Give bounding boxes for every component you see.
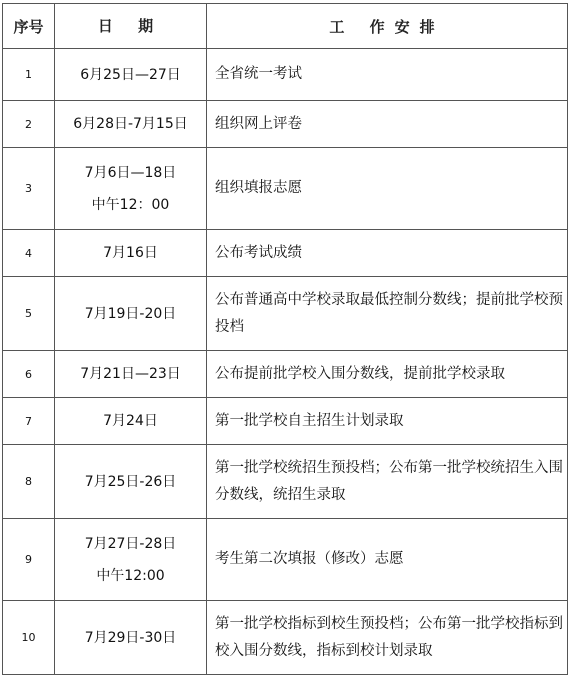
row-work: 第一批学校指标到校生预投档；公布第一批学校指标到校入围分数线，指标到校计划录取 — [207, 601, 568, 675]
row-no: 2 — [3, 101, 55, 148]
schedule-table — [2, 3, 568, 675]
row-work: 组织网上评卷 — [207, 101, 568, 148]
row-work: 公布提前批学校入围分数线，提前批学校录取 — [207, 351, 568, 398]
row-no: 7 — [3, 398, 55, 445]
date-line: 7月6日—18日 — [84, 164, 177, 181]
header-date-text: 日 期 — [97, 17, 164, 35]
table-row — [3, 277, 568, 351]
row-no: 1 — [3, 49, 55, 101]
table-row — [3, 601, 568, 675]
table-row — [3, 49, 568, 101]
row-no: 5 — [3, 277, 55, 351]
row-no: 9 — [3, 519, 55, 601]
table-row — [3, 351, 568, 398]
table-row — [3, 148, 568, 230]
row-work: 公布普通高中学校录取最低控制分数线；提前批学校预投档 — [207, 277, 568, 351]
table-row — [3, 101, 568, 148]
row-date — [55, 351, 207, 398]
date-line: 7月29日-30日 — [84, 629, 177, 646]
row-no: 10 — [3, 601, 55, 675]
header-date — [55, 4, 207, 49]
date-line: 7月24日 — [103, 413, 158, 429]
row-work: 第一批学校统招生预投档；公布第一批学校统招生入围分数线，统招生录取 — [207, 445, 568, 519]
header-work-text: 工 作安排 — [329, 17, 445, 36]
row-date — [55, 601, 207, 675]
row-date — [55, 445, 207, 519]
header-row — [3, 4, 568, 49]
date-line: 7月21日—23日 — [80, 366, 181, 382]
row-date — [55, 398, 207, 445]
date-line: 7月16日 — [103, 245, 158, 261]
date-line: 7月27日-28日 — [84, 535, 177, 552]
row-work: 考生第二次填报（修改）志愿 — [207, 519, 568, 601]
date-line: 6月25日—27日 — [80, 66, 181, 83]
row-no: 3 — [3, 148, 55, 230]
table-row — [3, 398, 568, 445]
row-no: 8 — [3, 445, 55, 519]
row-date — [55, 49, 207, 101]
date-line: 7月25日-26日 — [84, 473, 177, 490]
header-no: 序号 — [3, 4, 55, 49]
table-row — [3, 230, 568, 277]
row-date — [55, 101, 207, 148]
row-work: 组织填报志愿 — [207, 148, 568, 230]
row-no: 4 — [3, 230, 55, 277]
row-work: 全省统一考试 — [207, 49, 568, 101]
date-line: 6月28日-7月15日 — [73, 116, 188, 132]
date-line: 7月19日-20日 — [84, 305, 177, 322]
date-line-2: 中午12：00 — [91, 196, 170, 213]
row-date — [55, 230, 207, 277]
row-work: 第一批学校自主招生计划录取 — [207, 398, 568, 445]
row-date — [55, 519, 207, 601]
date-line-2: 中午12:00 — [96, 567, 165, 584]
row-no: 6 — [3, 351, 55, 398]
header-work — [207, 4, 568, 49]
row-work: 公布考试成绩 — [207, 230, 568, 277]
row-date — [55, 148, 207, 230]
row-date — [55, 277, 207, 351]
table-row — [3, 519, 568, 601]
table-row — [3, 445, 568, 519]
